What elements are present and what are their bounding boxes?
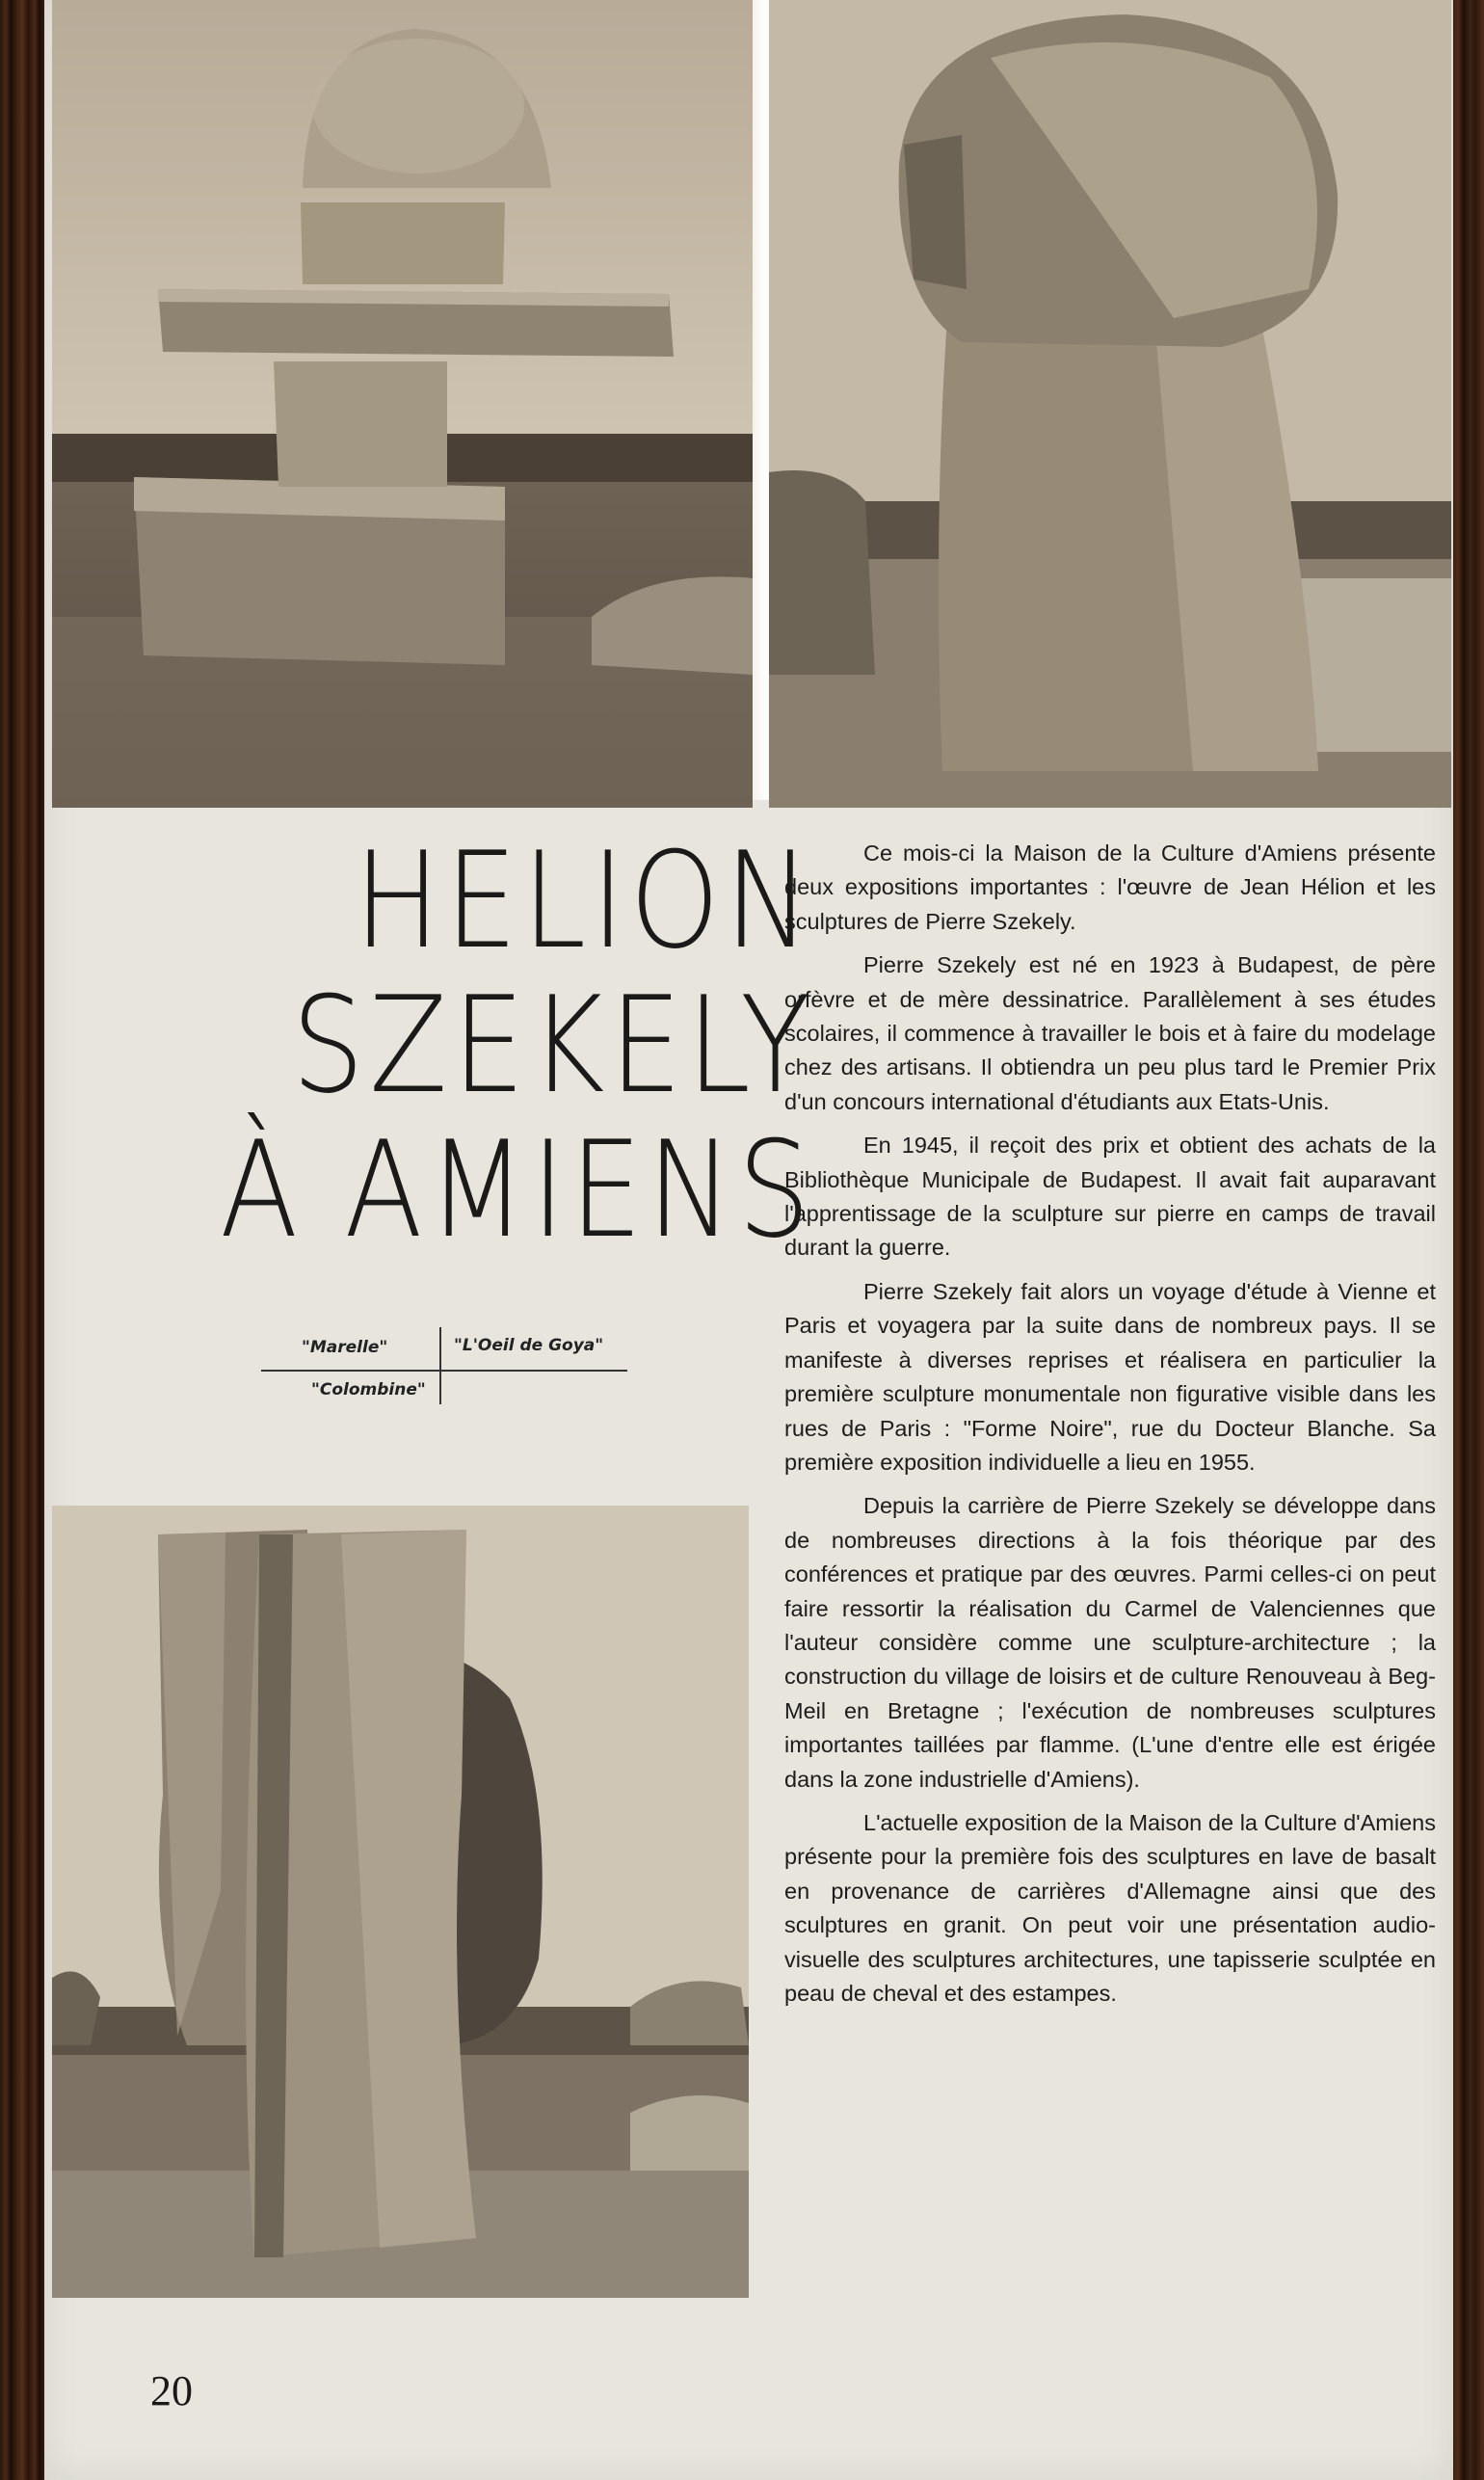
article-paragraph: L'actuelle exposition de la Maison de la Culture d'Amiens présente pour la première fois des sculptures en lave de basalt en provenance de carrières d'Allemagne ainsi que des sculptures en granit. On peut voir une présentation audio-visuelle des sculptures architectures, une tapisserie sculptée en peau de cheval et des estampes. <box>784 1809 1436 2006</box>
photo-standing-stone-sculpture <box>52 1506 749 2298</box>
caption-divider-vertical <box>439 1327 441 1404</box>
wood-table-right <box>1451 0 1484 2480</box>
article-paragraph: Pierre Szekely fait alors un voyage d'étude à Vienne et Paris et voyagera par la suite dans de nombreux pays. Il se manifeste à diverses reprises et réalisera en particulier la première sculpture monumentale non figurative visible dans les rues de Paris : "Forme Noire", rue du Docteur Blanche. Sa première exposition individuelle a lieu en 1955. <box>784 1278 1436 1475</box>
headline-line-2: SZEKELY <box>291 968 815 1123</box>
photo-stacked-stone-sculpture <box>52 0 753 808</box>
caption-marelle: "Marelle" <box>302 1338 388 1357</box>
caption-divider-horizontal <box>261 1370 627 1372</box>
article-paragraph: Pierre Szekely est né en 1923 à Budapest, de père orfèvre et de mère dessinatrice. Parallèlement à ses études scolaires, il commence à travailler le bois et à faire du modelage chez des artisans. Il obtiendra un peu plus tard le Premier Prix d'un concours international d'étudiants aux Etats-Unis. <box>784 952 1436 1114</box>
article-paragraph: Ce mois-ci la Maison de la Culture d'Amiens présente deux expositions importantes : l'œuvre de Jean Hélion et les sculptures de Pierre Szekely. <box>784 840 1436 934</box>
magazine-page <box>44 0 1453 2480</box>
photo-captions <box>261 1322 647 1409</box>
caption-colombine: "Colombine" <box>311 1380 426 1400</box>
article-paragraph: En 1945, il reçoit des prix et obtient des achats de la Bibliothèque Municipale de Budapest. Il avait fait auparavant l'apprentissage de la sculpture sur pierre en camps de travail durant la guerre. <box>784 1133 1436 1261</box>
photo-mushroom-stone-sculpture <box>769 0 1451 808</box>
article-body <box>784 837 1436 2020</box>
caption-oeil-de-goya: "L'Oeil de Goya" <box>454 1336 604 1355</box>
article-paragraph: Depuis la carrière de Pierre Szekely se développe dans de nombreuses directions à la fois théorique par des conférences et pratique par des œuvres. Parmi celles-ci on peut faire ressortir la réalisation du Carmel de Valenciennes que l'auteur considère comme une sculpture-architecture ; la construction du village de loisirs et de culture Renouveau à Beg-Meil en Bretagne ; l'exécution de nombreuses sculptures importantes taillées par flamme. (L'une d'entre elle est érigée dans la zone industrielle d'Amiens). <box>784 1493 1436 1792</box>
headline-line-1: HELION <box>354 823 815 978</box>
headline-line-3: À AMIENS <box>220 1112 816 1267</box>
wood-table-left <box>0 0 44 2480</box>
page-number: 20 <box>150 2367 193 2414</box>
headline <box>83 823 816 1267</box>
